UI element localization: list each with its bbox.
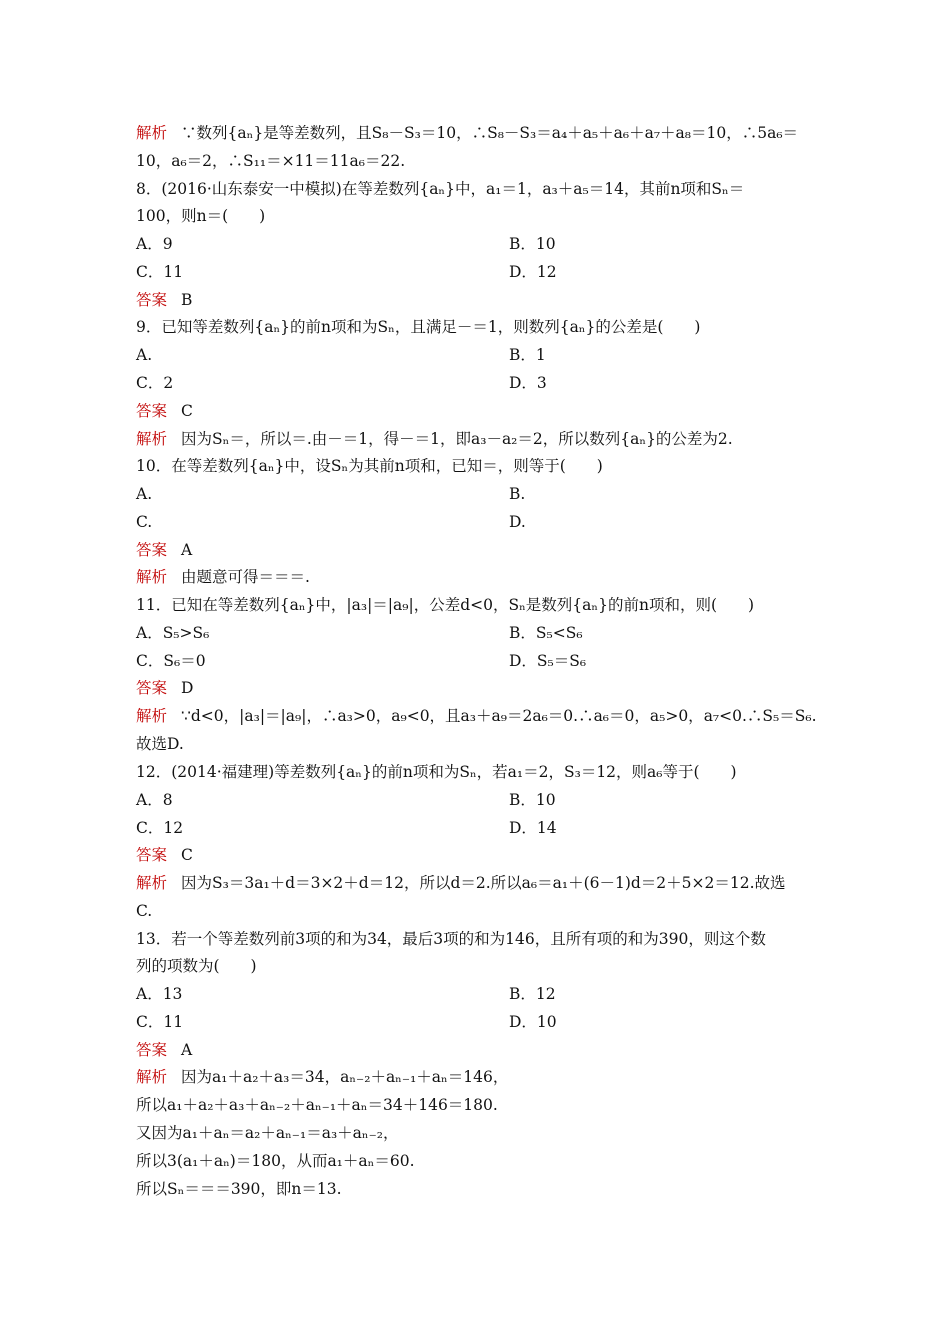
q13-explanation-line-5: 所以Sₙ＝＝＝390，即n＝13. <box>136 1180 342 1198</box>
q9-stem: 9．已知等差数列{aₙ}的前n项和为Sₙ，且满足－＝1，则数列{aₙ}的公差是( ) <box>136 318 701 336</box>
q13-explanation-line-2: 所以a₁＋a₂＋a₃＋aₙ₋₂＋aₙ₋₁＋aₙ＝34＋146＝180. <box>136 1096 498 1114</box>
q13-explanation-line-1: 解析 因为a₁＋a₂＋a₃＝34，aₙ₋₂＋aₙ₋₁＋aₙ＝146， <box>136 1068 509 1086</box>
answer-label: 答案 <box>136 1041 168 1059</box>
q8-stem-line-2: 100，则n＝( ) <box>136 207 266 225</box>
answer-label: 答案 <box>136 402 168 420</box>
q12-option-c: C．12 <box>136 819 184 837</box>
explanation-label: 解析 <box>136 874 168 892</box>
q13-option-c: C．11 <box>136 1013 184 1031</box>
q11-explanation-line-2: 故选D. <box>136 735 184 753</box>
answer-label: 答案 <box>136 291 168 309</box>
q11-option-a: A．S₅>S₆ <box>136 624 210 642</box>
q8-option-d: D．12 <box>509 263 557 281</box>
q8-answer: 答案 B <box>136 291 193 309</box>
q8-option-c: C．11 <box>136 263 184 281</box>
q9-option-b: B．1 <box>509 346 546 364</box>
q12-answer: 答案 C <box>136 846 193 864</box>
q13-option-b: B．12 <box>509 985 556 1003</box>
q13-explanation-line-3: 又因为a₁＋aₙ＝a₂＋aₙ₋₁＝a₃＋aₙ₋₂， <box>136 1124 399 1142</box>
answer-label: 答案 <box>136 679 168 697</box>
q13-stem-line-1: 13．若一个等差数列前3项的和为34，最后3项的和为146，且所有项的和为390，则这个数 <box>136 930 766 948</box>
q10-option-c: C. <box>136 513 153 531</box>
q9-answer: 答案 C <box>136 402 193 420</box>
q11-answer: 答案 D <box>136 679 194 697</box>
q10-option-d: D. <box>509 513 526 531</box>
q10-answer: 答案 A <box>136 541 193 559</box>
q12-option-a: A．8 <box>136 791 173 809</box>
q12-option-b: B．10 <box>509 791 556 809</box>
q13-explanation-line-4: 所以3(a₁＋aₙ)＝180，从而a₁＋aₙ＝60. <box>136 1152 415 1170</box>
q13-answer: 答案 A <box>136 1041 193 1059</box>
q9-explanation: 解析 因为Sₙ＝，所以＝.由－＝1，得－＝1，即a₃－a₂＝2，所以数列{aₙ}的公差为2. <box>136 430 733 448</box>
q11-explanation-line-1: 解析 ∵d<0，|a₃|＝|a₉|，∴a₃>0，a₉<0，且a₃＋a₉＝2a₆＝0.∴a₆＝0，a₅>0，a₇<0.∴S₅＝S₆. <box>136 707 817 725</box>
explanation-label: 解析 <box>136 430 168 448</box>
explanation-label: 解析 <box>136 568 168 586</box>
explanation-label: 解析 <box>136 1068 168 1086</box>
q7-explanation-line-2: 10，a₆＝2，∴S₁₁＝×11＝11a₆＝22. <box>136 152 406 170</box>
q13-option-a: A．13 <box>136 985 183 1003</box>
q13-stem-line-2: 列的项数为( ) <box>136 957 257 975</box>
q9-option-c: C．2 <box>136 374 174 392</box>
q13-option-d: D．10 <box>509 1013 557 1031</box>
q12-option-d: D．14 <box>509 819 557 837</box>
q11-option-d: D．S₅＝S₆ <box>509 652 587 670</box>
answer-label: 答案 <box>136 541 168 559</box>
q12-explanation-line-1: 解析 因为S₃＝3a₁＋d＝3×2＋d＝12，所以d＝2.所以a₆＝a₁＋(6－1)d＝2＋5×2＝12.故选 <box>136 874 786 892</box>
q11-option-b: B．S₅<S₆ <box>509 624 583 642</box>
q9-option-d: D．3 <box>509 374 547 392</box>
q10-option-b: B. <box>509 485 526 503</box>
answer-label: 答案 <box>136 846 168 864</box>
explanation-label: 解析 <box>136 124 168 142</box>
q12-explanation-line-2: C. <box>136 902 153 920</box>
q12-stem: 12．(2014·福建理)等差数列{aₙ}的前n项和为Sₙ，若a₁＝2，S₃＝12，则a₆等于( ) <box>136 763 737 781</box>
q7-explanation-line-1: 解析 ∵数列{aₙ}是等差数列，且S₈－S₃＝10，∴S₈－S₃＝a₄＋a₅＋a₆＋a₇＋a₈＝10，∴5a₆＝ <box>136 124 799 142</box>
q8-stem-line-1: 8．(2016·山东泰安一中模拟)在等差数列{aₙ}中，a₁＝1，a₃＋a₅＝14，其前n项和Sₙ＝ <box>136 180 745 198</box>
q11-stem: 11．已知在等差数列{aₙ}中，|a₃|＝|a₉|，公差d<0，Sₙ是数列{aₙ}的前n项和，则( ) <box>136 596 755 614</box>
q11-option-c: C．S₆＝0 <box>136 652 206 670</box>
q8-option-a: A．9 <box>136 235 173 253</box>
explanation-label: 解析 <box>136 707 168 725</box>
q10-stem: 10．在等差数列{aₙ}中，设Sₙ为其前n项和，已知＝，则等于( ) <box>136 457 603 475</box>
q10-explanation: 解析 由题意可得＝＝＝. <box>136 568 310 586</box>
q10-option-a: A. <box>136 485 153 503</box>
q9-option-a: A. <box>136 346 153 364</box>
q8-option-b: B．10 <box>509 235 556 253</box>
